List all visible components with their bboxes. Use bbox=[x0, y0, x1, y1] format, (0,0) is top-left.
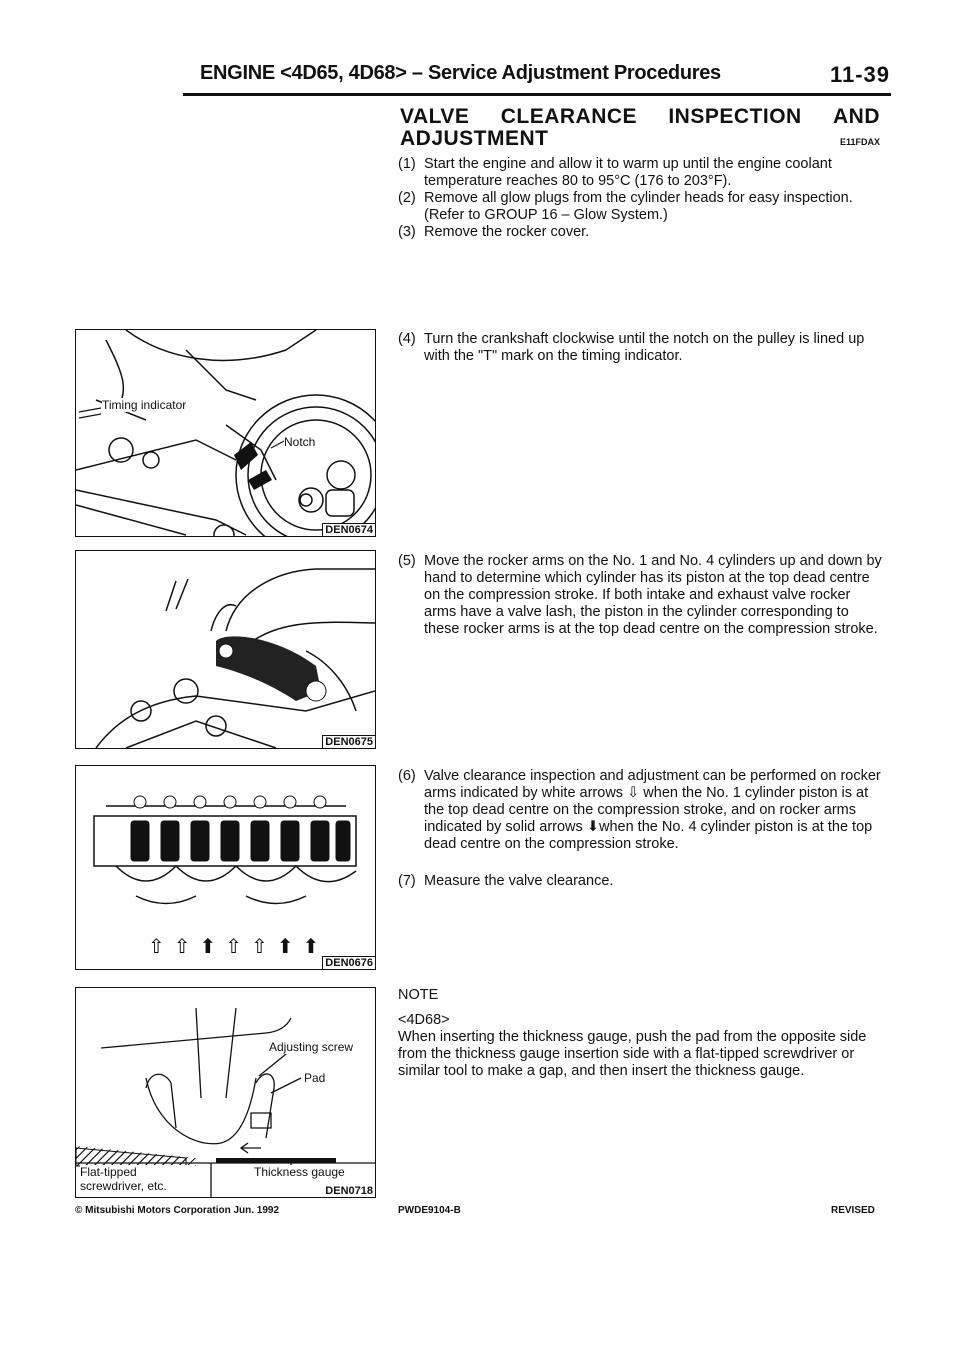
step-text: Remove all glow plugs from the cylinder heads for easy inspection. (Refer to GROUP 16 – Glow System.) bbox=[424, 190, 853, 223]
rocker-arm-illustration bbox=[76, 551, 375, 748]
step-number: (2) bbox=[398, 190, 416, 206]
note-text: When inserting the thickness gauge, push the pad from the opposite side from the thickness gauge insertion side with a flat-tipped screwdriver or similar tool to make a gap, and then insert the thickness gauge. bbox=[398, 1029, 867, 1079]
step-2 bbox=[398, 190, 882, 224]
title-word: INSPECTION bbox=[668, 105, 802, 128]
label-adjusting-screw: Adjusting screw bbox=[269, 1040, 354, 1054]
title-word: CLEARANCE bbox=[500, 105, 638, 128]
step-1 bbox=[398, 156, 882, 190]
step-number: (7) bbox=[398, 873, 416, 889]
note-model: <4D68> bbox=[398, 1012, 450, 1028]
figure-code: DEN0675 bbox=[322, 735, 375, 748]
white-arrow-icon: ⇧ bbox=[225, 936, 243, 958]
step-number: (3) bbox=[398, 224, 416, 240]
footer-copyright: © Mitsubishi Motors Corporation Jun. 1992 bbox=[75, 1205, 280, 1216]
solid-arrow-icon: ⬆ bbox=[302, 936, 320, 958]
white-arrow-icon: ⇧ bbox=[251, 936, 268, 958]
title-word: VALVE bbox=[400, 105, 470, 128]
step-text: Remove the rocker cover. bbox=[424, 224, 590, 240]
solid-arrow-icon: ⬇ bbox=[586, 819, 599, 835]
note-title: NOTE bbox=[398, 987, 439, 1003]
step-number: (4) bbox=[398, 331, 416, 347]
step-number: (6) bbox=[398, 768, 416, 784]
note-block bbox=[398, 987, 882, 1080]
page-number: 11-39 bbox=[829, 62, 890, 87]
step-6 bbox=[398, 768, 882, 853]
step-text: Move the rocker arms on the No. 1 and No. 4 cylinders up and down by hand to determine which cylinder has its piston at the top dead centre on the compression stroke. If both intake and exhaust valve rocker arms have a valve lash, the piston in the cylinder corresponding to these rocker arms is at the top dead centre on the compression stroke. bbox=[424, 553, 882, 637]
step-text: Measure the valve clearance. bbox=[424, 873, 614, 889]
valve-arrow-row bbox=[148, 936, 319, 958]
figure-thickness-gauge bbox=[75, 987, 376, 1198]
label-thickness-gauge: Thickness gauge bbox=[254, 1165, 345, 1179]
figure-code: DEN0676 bbox=[322, 956, 375, 969]
title-word: ADJUSTMENT bbox=[400, 127, 549, 150]
figure-timing-indicator bbox=[75, 329, 376, 537]
white-arrow-icon: ⇧ bbox=[173, 936, 191, 958]
timing-pulley-illustration bbox=[76, 330, 375, 536]
step-text-part: when the No. 4 cylinder piston is at the top dead centre on the compression stroke. bbox=[424, 819, 873, 852]
footer-doc-code: PWDE9104-B bbox=[398, 1205, 461, 1216]
step-text: Start the engine and allow it to warm up until the engine coolant temperature reaches 80 to 95°C (176 to 203°F). bbox=[424, 156, 832, 189]
step-text-part: when the No. 1 cylinder piston is at the top dead centre on the compression stroke, and on rocker arms indicated by solid arrows bbox=[424, 785, 869, 835]
page-header bbox=[200, 62, 890, 92]
section-title bbox=[400, 106, 880, 153]
solid-arrow-icon: ⬆ bbox=[276, 936, 294, 958]
header-title: ENGINE <4D65, 4D68> – Service Adjustment Procedures bbox=[200, 62, 721, 84]
footer-status: REVISED bbox=[831, 1205, 875, 1216]
step-number: (5) bbox=[398, 553, 416, 569]
label-pad: Pad bbox=[304, 1071, 326, 1085]
label-notch: Notch bbox=[284, 435, 316, 449]
section-code: E11FDAX bbox=[839, 137, 880, 147]
label-screwdriver: Flat-tipped screwdriver, etc. bbox=[80, 1165, 190, 1193]
white-arrow-icon: ⇩ bbox=[627, 785, 640, 801]
figure-rocker-arm-hand bbox=[75, 550, 376, 749]
step-text bbox=[424, 768, 882, 853]
label-timing-indicator: Timing indicator bbox=[102, 398, 187, 412]
step-4 bbox=[398, 331, 882, 365]
figure-code: DEN0674 bbox=[322, 523, 375, 536]
step-3 bbox=[398, 224, 882, 241]
step-number: (1) bbox=[398, 156, 416, 172]
figure-rocker-layout bbox=[75, 765, 376, 970]
header-rule bbox=[183, 93, 891, 96]
white-arrow-icon: ⇧ bbox=[148, 936, 165, 958]
title-word: AND bbox=[833, 105, 880, 128]
step-7 bbox=[398, 873, 882, 890]
figure-code: DEN0718 bbox=[325, 1185, 373, 1197]
step-text-part: Valve clearance inspection and adjustment can be performed on rocker arms indicated by white arrows bbox=[424, 768, 881, 801]
step-5 bbox=[398, 553, 882, 638]
step-text: Turn the crankshaft clockwise until the notch on the pulley is lined up with the "T" mark on the timing indicator. bbox=[424, 331, 865, 364]
solid-arrow-icon: ⬆ bbox=[199, 936, 217, 958]
